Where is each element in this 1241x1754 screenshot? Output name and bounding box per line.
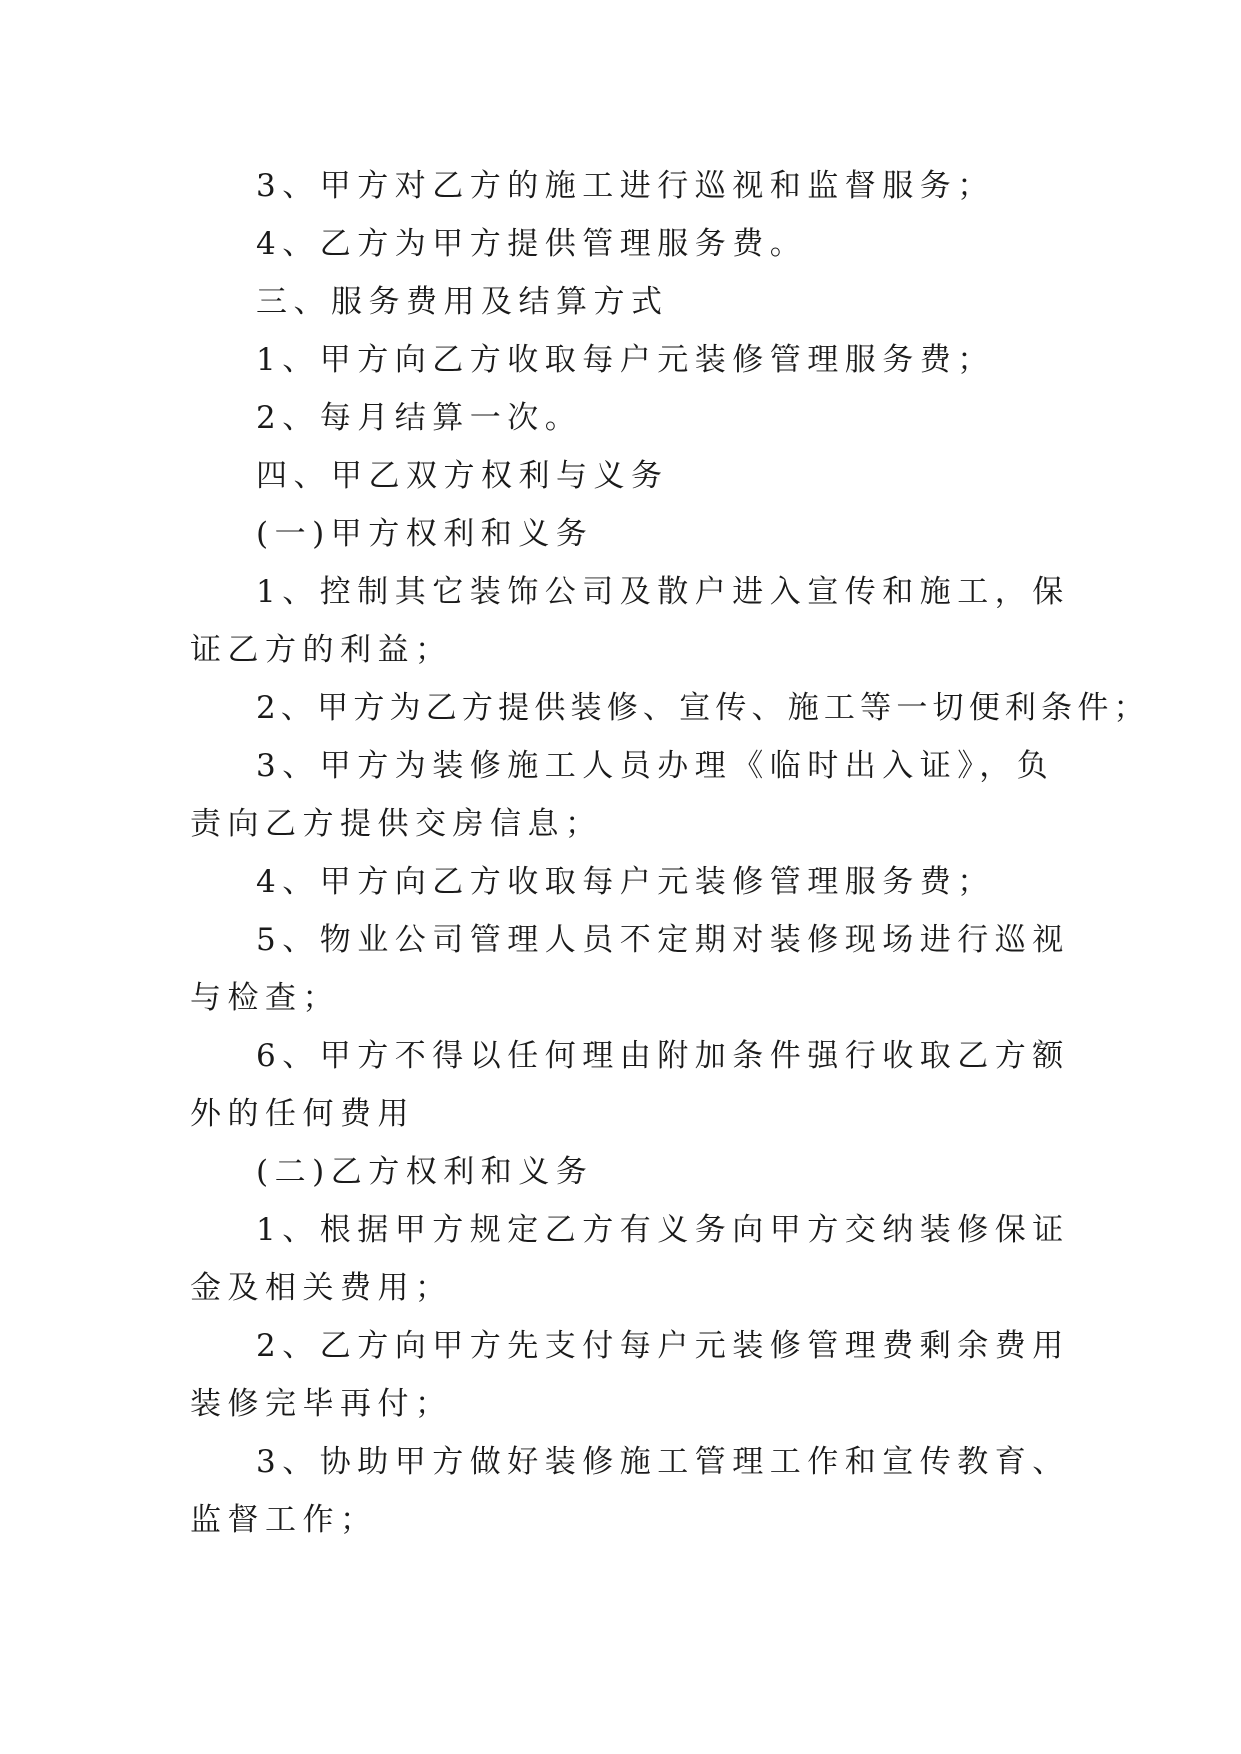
section-heading: 四、甲乙双方权利与义务 xyxy=(256,458,669,494)
paragraph: 2、乙方向甲方先支付每户元装修管理费剩余费用装修完毕再付； xyxy=(190,1328,1070,1422)
paragraph: 3、甲方对乙方的施工进行巡视和监督服务； xyxy=(256,168,995,204)
section-heading: 三、服务费用及结算方式 xyxy=(256,284,669,320)
paragraph: 3、甲方为装修施工人员办理《临时出入证》，负责向乙方提供交房信息； xyxy=(190,748,1055,842)
paragraph: 1、根据甲方规定乙方有义务向甲方交纳装修保证金及相关费用； xyxy=(190,1212,1070,1306)
subsection-heading: (一)甲方权利和义务 xyxy=(256,516,594,552)
paragraph: 2、甲方为乙方提供装修、宣传、施工等一切便利条件； xyxy=(256,690,1150,726)
paragraph: 3、协助甲方做好装修施工管理工作和宣传教育、监督工作； xyxy=(190,1444,1070,1538)
subsection-heading: (二)乙方权利和义务 xyxy=(256,1154,594,1190)
paragraph: 2、每月结算一次。 xyxy=(256,400,583,436)
document-body xyxy=(190,157,1150,1549)
paragraph: 4、乙方为甲方提供管理服务费。 xyxy=(256,226,808,262)
paragraph: 5、物业公司管理人员不定期对装修现场进行巡视与检查； xyxy=(190,922,1070,1016)
paragraph: 1、甲方向乙方收取每户元装修管理服务费； xyxy=(256,342,995,378)
paragraph: 6、甲方不得以任何理由附加条件强行收取乙方额外的任何费用 xyxy=(190,1038,1070,1132)
paragraph: 4、甲方向乙方收取每户元装修管理服务费； xyxy=(256,864,995,900)
paragraph: 1、控制其它装饰公司及散户进入宣传和施工，保证乙方的利益； xyxy=(190,574,1070,668)
